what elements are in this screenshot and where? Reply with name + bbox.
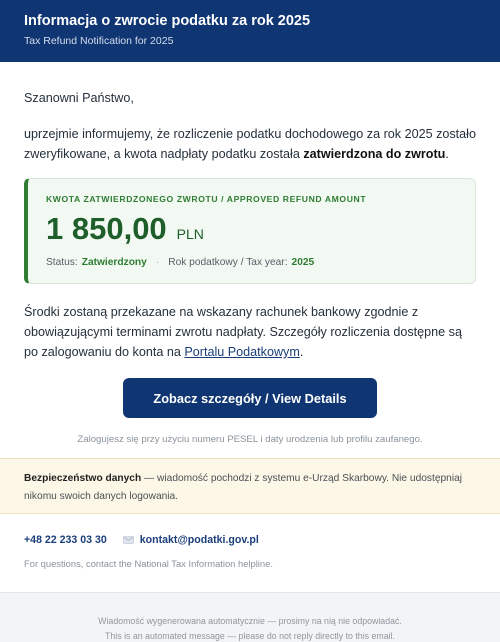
email-header [0,0,500,62]
tax-year-value: 2025 [291,257,315,268]
header-title: Informacja o zwrocie podatku za rok 2025 [24,13,311,29]
status-label: Status: [46,257,78,268]
header-subtitle: Tax Refund Notification for 2025 [24,35,174,47]
login-note: Zalogujesz się przy użyciu numeru PESEL i daty urodzenia lub profilu zaufanego. [77,434,423,445]
refund-amount-row [46,211,457,247]
refund-label: KWOTA ZATWIERDZONEGO ZWROTU / APPROVED REFUND AMOUNT [46,194,367,204]
intro-highlight: zatwierdzona do zwrotu [303,147,446,161]
intro-text: uprzejmie informujemy, że rozliczenie podatku dochodowego za rok 2025 zostało zweryfikowane, a kwota nadpłaty podatku została [24,127,476,161]
details-paragraph [24,302,476,362]
details-end: . [299,345,304,359]
contact-row [24,534,476,546]
refund-currency: PLN [176,226,204,242]
security-notice [0,458,500,514]
phone-link[interactable]: +48 22 233 03 30 [24,534,107,546]
status-value: Zatwierdzony [81,257,147,268]
security-text: — wiadomość pochodzi z systemu e-Urząd Skarbowy. Nie udostępniaj nikomu swoich danych logowania. [24,473,463,502]
email-footer [0,592,500,642]
intro-end: . [445,147,449,161]
refund-status-row [46,253,457,273]
security-title: Bezpieczeństwo danych [24,473,142,484]
email-link[interactable]: kontakt@podatki.gov.pl [139,534,259,546]
details-text: Środki zostaną przekazane na wskazany rachunek bankowy zgodnie z obowiązującymi terminami zwrotu nadpłaty. Szczegóły rozliczenia dostępne są po zalogowaniu do konta na [24,305,462,359]
separator-dot: · [155,257,160,268]
email-body [0,62,500,450]
refund-summary-box [24,178,476,284]
footer-line-pl: Wiadomość wygenerowana automatycznie — prosimy na nią nie odpowiadać. [98,616,402,626]
view-details-button[interactable]: Zobacz szczegóły / View Details [123,378,377,418]
greeting: Szanowni Państwo, [24,91,134,105]
refund-amount: 1 850,00 [46,211,167,246]
portal-link[interactable]: Portalu Podatkowym [184,345,300,359]
cta-wrapper [24,378,476,418]
contact-section [24,534,476,569]
tax-year-label: Rok podatkowy / Tax year: [168,257,288,268]
intro-paragraph [24,124,476,164]
footer-line-en: This is an automated message — please do not reply directly to this email. [105,631,395,641]
contact-note: For questions, contact the National Tax Information helpline. [24,558,273,569]
envelope-icon [123,536,134,544]
